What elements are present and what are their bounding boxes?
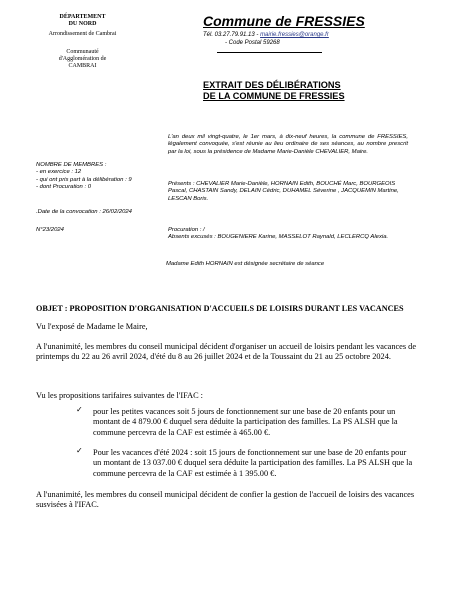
communaute-line1: Communauté xyxy=(66,49,99,55)
bullet-item-1: pour les petites vacances soit 5 jours de fonctionnement sur une base de 20 enfants pour un montant de 4 879.00 € duquel sera déduite la participation des familles. La PS ALSH que la commune percevra de la CAF est estimée à 465.00 €. xyxy=(93,407,398,437)
body-paragraph-1: Vu l'exposé de Madame le Maire, xyxy=(36,322,148,331)
email-link[interactable]: mairie.fressies@orange.fr xyxy=(260,32,329,38)
membres-exercice: - en exercice : 12 xyxy=(36,169,82,176)
extrait-line1: EXTRAIT DES DÉLIBÉRATIONS xyxy=(203,80,341,90)
postal-code: - Code Postal 59268 xyxy=(225,40,280,46)
header-divider xyxy=(217,52,322,53)
extrait-line2: DE LA COMMUNE DE FRESSIES xyxy=(203,91,345,101)
check-mark-icon: ✓ xyxy=(76,446,83,455)
body-paragraph-3: Vu les propositions tarifaires suivantes de l'IFAC : xyxy=(36,391,203,400)
session-intro: L'an deux mil vingt-quatre, le 1er mars, à dix-neuf heures, la commune de FRESSIES, légalement convoquée, s'est réunie au lieu ordinaire de ses séances, au nombre prescrit par la loi, sous la présidence de Madame Marie-Danièle CHEVALIER, Maire. xyxy=(168,134,408,155)
phone-number: Tél. 03.27.79.91.13 xyxy=(203,32,255,38)
department-name: DU NORD xyxy=(68,21,97,27)
communaute-line2: d'Agglomération de xyxy=(58,56,107,62)
contact-line xyxy=(203,31,329,39)
body-paragraph-4: A l'unanimité, les membres du conseil municipal décident de confier la gestion de l'accueil de loisirs des vacances susvisées à l'IFAC. xyxy=(36,490,415,510)
procuration-block xyxy=(168,227,428,242)
extrait-title xyxy=(203,80,345,102)
presents-list: Présents : CHEVALIER Marie-Danièle, HORNAIN Edith, BOUCHÉ Marc, BOURGEOIS Pascal, CHASTAIN Sandy, DELAIN Cédric, DUHAMEL Séverine , JACQUEMIN Martine, LESCAN Boris. xyxy=(168,181,399,202)
department-label: DÉPARTEMENT xyxy=(59,14,106,20)
deliberation-number: N°23/2024 xyxy=(36,227,64,233)
membres-block xyxy=(36,162,132,191)
arrondissement-label: Arrondissement de Cambrai xyxy=(48,31,117,37)
objet-title: OBJET : PROPOSITION D'ORGANISATION D'ACCUEILS DE LOISIRS DURANT LES VACANCES xyxy=(36,304,404,313)
membres-procuration: - dont Procuration : 0 xyxy=(36,183,92,190)
body-paragraph-2: A l'unanimité, les membres du conseil municipal décident d'organiser un accueil de loisirs pendant les vacances de printemps du 22 au 26 avril 2024, d'été du 8 au 26 juillet 2024 et de la Toussaint du 21 au 25 octobre 2024. xyxy=(36,342,416,362)
membres-participants: - qui ont pris part à la délibération : 9 xyxy=(36,176,132,183)
secretaire-line: Madame Edith HORNAIN est désignée secrétaire de séance xyxy=(166,261,325,267)
contact-separator: - xyxy=(256,32,259,38)
convocation-date: .Date de la convocation : 26/02/2024 xyxy=(36,209,132,215)
procuration-line: Procuration : / xyxy=(168,227,205,233)
absents-line: Absents excusés : BOUGENIERE Karine, MASSELOT Raynald, LECLERCQ Alexia. xyxy=(168,234,389,241)
contact-block xyxy=(203,31,329,47)
membres-title: NOMBRE DE MEMBRES : xyxy=(36,162,107,168)
commune-title: Commune de FRESSIES xyxy=(203,13,365,29)
communaute-line3: CAMBRAI xyxy=(68,63,97,69)
bullet-item-2: Pour les vacances d'été 2024 : soit 15 jours de fonctionnement sur une base de 20 enfants pour un montant de 13 037.00 € duquel sera déduite la participation des familles. La PS ALSH que la commune percevra de la CAF est estimée à 1 395.00 €. xyxy=(93,448,413,478)
check-mark-icon: ✓ xyxy=(76,405,83,414)
